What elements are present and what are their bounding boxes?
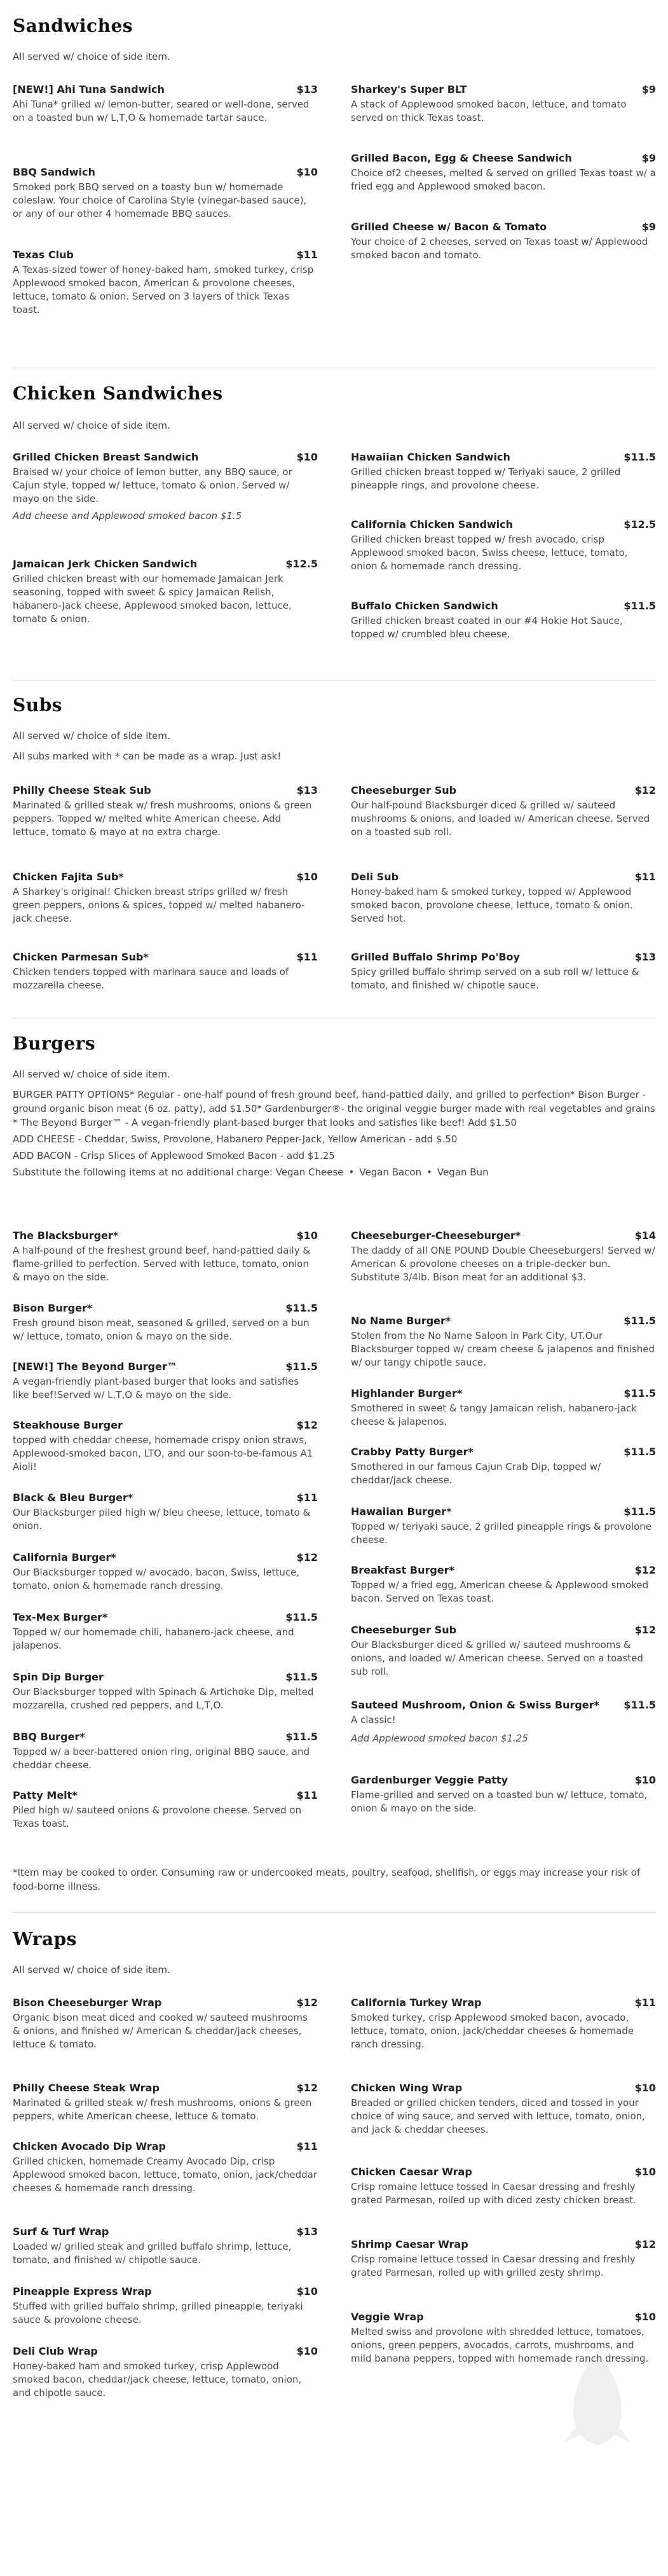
item-name: California Burger*	[13, 1551, 116, 1563]
item-description: A stack of Applewood smoked bacon, lettuce, and tomato served on thick Texas toast.	[351, 99, 627, 123]
menu-item	[351, 1563, 656, 1605]
menu-item	[351, 784, 656, 839]
item-price: $11.5	[285, 1302, 318, 1314]
menu-item	[13, 83, 318, 125]
item-description: Honey-baked ham and smoked turkey, crisp Applewood smoked bacon, cheddar/jack cheese, lettuce, tomato, onion, and chipotle sauce.	[13, 2360, 302, 2399]
item-name: Spin Dip Burger	[13, 1671, 104, 1683]
item-name: Philly Cheese Steak Wrap	[13, 2082, 160, 2094]
menu-item	[13, 1610, 318, 1652]
item-name: Breakfast Burger*	[351, 1564, 454, 1576]
item-price: $10	[634, 2082, 656, 2094]
item-price: $11.5	[624, 1387, 656, 1399]
item-description: topped with cheddar cheese, homemade crispy onion straws, Applewood-smoked bacon, LTO, and our soon-to-be-famous A1 Aioli!	[13, 1434, 313, 1472]
menu-item	[351, 1996, 656, 2051]
add-bacon-option: ADD BACON - Crisp Slices of Applewood Smoked Bacon - add $1.25	[13, 1150, 335, 1161]
item-price: $13	[296, 2226, 318, 2238]
item-price: $9	[641, 152, 656, 164]
item-name: BBQ Burger*	[13, 1731, 85, 1743]
menu-item	[13, 2081, 318, 2123]
section-chicken-sandwiches	[13, 382, 656, 433]
item-name: Shrimp Caesar Wrap	[351, 2238, 468, 2250]
item-name: Jamaican Jerk Chicken Sandwich	[13, 558, 198, 570]
item-description: A half-pound of the freshest ground beef, hand-pattied daily & flame-grilled to perfection. Served with lettuce, tomato, onion & mayo on the side.	[13, 1245, 311, 1283]
item-description: Smothered in sweet & tangy Jamaican relish, habanero-jack cheese & jalapenos.	[351, 1402, 637, 1427]
item-description: Braised w/ your choice of lemon butter, any BBQ sauce, or Cajun style, topped w/ lettuce, tomato & onion. Served w/ mayo on the side.	[13, 466, 292, 504]
item-price: $12	[296, 1997, 318, 2009]
item-name: Sauteed Mushroom, Onion & Swiss Burger*	[351, 1699, 599, 1711]
item-name: Pineapple Express Wrap	[13, 2285, 152, 2297]
item-price: $10	[296, 166, 318, 178]
item-price: $11.5	[285, 1731, 318, 1743]
item-price: $11.5	[624, 1446, 656, 1458]
item-name: Steakhouse Burger	[13, 1419, 123, 1431]
menu-item	[351, 450, 656, 492]
item-price: $10	[634, 1774, 656, 1786]
vegan-substitutions	[13, 1165, 656, 1179]
item-price: $9	[641, 221, 656, 233]
item-price: $12	[634, 784, 656, 796]
menu-item	[351, 1314, 656, 1369]
wrap-option-note: All subs marked with * can be made as a wrap. Just ask!	[13, 751, 282, 762]
menu-item	[13, 2225, 318, 2267]
item-price: $11.5	[285, 1361, 318, 1373]
bullet-separator: •	[426, 1167, 432, 1178]
burger-patty-options: BURGER PATTY OPTIONS* Regular - one-half pound of fresh ground beef, hand-pattied daily, and grilled to perfection* Bison Burger - ground organic bison meat (6 oz. patty), add $1.50* Gardenburger®- the original veggie burger made with real vegetables and grains * The Beyond Burger™ - A vegan-friendly plant-based burger that looks and satisfies like beef! Add $1.50	[13, 1089, 655, 1128]
menu-item	[13, 2140, 318, 2195]
item-name: Surf & Turf Wrap	[13, 2226, 109, 2238]
item-name: Grilled Bacon, Egg & Cheese Sandwich	[351, 152, 572, 164]
menu-item	[13, 1301, 318, 1343]
menu-item	[13, 1491, 318, 1533]
item-description: Flame-grilled and served on a toasted bun w/ lettuce, tomato, onion & mayo on the side.	[351, 1789, 648, 1814]
item-name: Highlander Burger*	[351, 1387, 463, 1399]
item-name: Grilled Chicken Breast Sandwich	[13, 451, 199, 463]
item-name: The Blacksburger*	[13, 1229, 119, 1242]
item-description: Loaded w/ grilled steak and grilled buffalo shrimp, lettuce, tomato, and finished w/ chipotle sauce.	[13, 2241, 292, 2266]
item-price: $10	[296, 2345, 318, 2357]
menu-item	[13, 870, 318, 925]
item-price: $11	[634, 1997, 656, 2009]
item-description: Topped w/ a fried egg, American cheese & Applewood smoked bacon. Served on Texas toast.	[351, 1579, 649, 1604]
item-description: A classic!	[351, 1714, 396, 1726]
item-price: $11	[296, 2140, 318, 2152]
section-subs	[13, 693, 656, 763]
menu-item	[351, 2238, 656, 2280]
side-item-note: All served w/ choice of side item.	[13, 420, 170, 431]
item-price: $12	[296, 1551, 318, 1563]
item-description: Piled high w/ sauteed onions & provolone cheese. Served on Texas toast.	[13, 1804, 302, 1829]
menu-item	[351, 950, 656, 992]
item-description: Your choice of 2 cheeses, served on Texas toast w/ Applewood smoked bacon and tomato.	[351, 236, 648, 261]
side-item-note: All served w/ choice of side item.	[13, 51, 170, 62]
item-description: Grilled chicken breast topped w/ fresh avocado, crisp Applewood smoked bacon, Swiss cheese, lettuce, tomato, onion & homemade ranch dressing.	[351, 534, 628, 572]
item-description: Crisp romaine lettuce tossed in Caesar dressing and freshly grated Parmesan, rolled up with grilled zesty shrimp.	[351, 2254, 636, 2278]
item-price: $11	[296, 1492, 318, 1504]
item-description: Smothered in our famous Cajun Crab Dip, topped w/ cheddar/jack cheese.	[351, 1461, 601, 1486]
item-price: $10	[296, 871, 318, 883]
section-title-subs: Subs	[13, 695, 62, 716]
item-name: Chicken Parmesan Sub*	[13, 951, 149, 963]
food-safety-footnote: *Item may be cooked to order. Consuming raw or undercooked meats, poultry, seafood, shellfish, or eggs may increase your risk of food-borne illness.	[13, 1867, 641, 1892]
item-description: Ahi Tuna* grilled w/ lemon-butter, seared or well-done, served on a toasted bun w/ L,T,O & homemade tartar sauce.	[13, 99, 310, 123]
item-description: Grilled chicken breast with our homemade Jamaican Jerk seasoning, topped with sweet & spicy Jamaican Relish, habanero-Jack cheese, Applewood smoked bacon, lettuce, tomato & onion.	[13, 573, 292, 625]
item-name: Sharkey's Super BLT	[351, 83, 467, 95]
item-description: Fresh ground bison meat, seasoned & grilled, served on a bun w/ lettuce, tomato, onion & mayo on the side.	[13, 1317, 310, 1342]
section-title-chicken: Chicken Sandwiches	[13, 383, 223, 404]
item-description: Chicken tenders topped with marinara sauce and loads of mozzarella cheese.	[13, 966, 289, 991]
section-wraps	[13, 1927, 656, 1977]
item-description: Smoked pork BBQ served on a toasty bun w/ homemade coleslaw. Your choice of Carolina Style (vinegar-based sauce), or any of our other 4 homemade BBQ sauces.	[13, 181, 307, 219]
menu-item	[351, 151, 656, 193]
item-price: $11	[296, 1789, 318, 1801]
menu-item	[351, 1229, 656, 1284]
item-name: California Chicken Sandwich	[351, 518, 514, 530]
item-name: California Turkey Wrap	[351, 1997, 482, 2009]
side-item-note: All served w/ choice of side item.	[13, 730, 170, 742]
item-description: Organic bison meat diced and cooked w/ sauteed mushrooms & onions, and finished w/ American & cheddar/jack cheeses, lettuce & tomato.	[13, 2012, 308, 2050]
menu-item	[351, 2081, 656, 2136]
section-sandwiches	[13, 14, 656, 64]
item-price: $11.5	[624, 1699, 656, 1711]
item-name: Tex-Mex Burger*	[13, 1611, 108, 1623]
item-price: $10	[296, 2285, 318, 2297]
item-description: Marinated & grilled steak w/ fresh mushrooms, onions & green peppers. Topped w/ melted white American cheese. Add lettuce, tomato & mayo at no extra charge.	[13, 800, 312, 838]
item-name: Bison Burger*	[13, 1302, 93, 1314]
menu-item	[13, 1730, 318, 1772]
item-description: A Texas-sized tower of honey-baked ham, smoked turkey, crisp Applewood smoked bacon, American & provolone cheeses, lettuce, tomato & onion. Served on 3 layers of thick Texas toast.	[13, 264, 314, 315]
menu-item	[351, 1773, 656, 1815]
item-name: BBQ Sandwich	[13, 166, 95, 178]
menu-item	[351, 2165, 656, 2207]
item-name: Patty Melt*	[13, 1789, 78, 1801]
menu-item	[13, 1789, 318, 1831]
item-name: Grilled Cheese w/ Bacon & Tomato	[351, 221, 547, 233]
item-price: $13	[296, 83, 318, 95]
item-name: Gardenburger Veggie Patty	[351, 1774, 508, 1786]
bullet-separator: •	[348, 1167, 355, 1178]
menu-item	[13, 450, 318, 523]
item-name: Texas Club	[13, 249, 74, 261]
item-description: Topped w/ a beer-battered onion ring, original BBQ sauce, and cheddar cheese.	[13, 1746, 310, 1771]
item-price: $13	[634, 951, 656, 963]
menu-item	[13, 1360, 318, 1402]
item-description: Topped w/ our homemade chili, habanero-jack cheese, and jalapenos.	[13, 1626, 294, 1651]
menu-item	[13, 1418, 318, 1474]
item-price: $10	[296, 1229, 318, 1242]
item-price: $12.5	[285, 558, 318, 570]
item-price: $10	[634, 2166, 656, 2178]
item-price: $11	[634, 871, 656, 883]
item-description: Our half-pound Blacksburger diced & grilled w/ sauteed mushrooms & onions, and loaded w/ American cheese. Served on a toasted sub roll.	[351, 800, 650, 838]
item-name: [NEW!] Ahi Tuna Sandwich	[13, 83, 165, 95]
item-price: $12	[296, 2082, 318, 2094]
menu-item	[351, 1698, 656, 1745]
item-name: Deli Club Wrap	[13, 2345, 98, 2357]
item-description: Grilled chicken breast topped w/ Teriyaki sauce, 2 grilled pineapple rings, and provolone cheese.	[351, 466, 621, 491]
item-description: Stuffed with grilled buffalo shrimp, grilled pineapple, teriyaki sauce & provolone cheese.	[13, 2301, 303, 2325]
burgers-footnote-area	[13, 1856, 656, 1903]
menu-item	[13, 248, 318, 317]
item-name: Chicken Wing Wrap	[351, 2082, 463, 2094]
item-description: Topped w/ teriyaki sauce, 2 grilled pineapple rings & provolone cheese.	[351, 1521, 652, 1546]
item-price: $12	[634, 1624, 656, 1636]
item-description: Breaded or grilled chicken tenders, diced and tossed in your choice of wing sauce, and served with lettuce, tomato, onion, and jack & cheddar cheeses.	[351, 2097, 645, 2135]
item-name: Buffalo Chicken Sandwich	[351, 600, 498, 612]
item-price: $12	[634, 2238, 656, 2250]
section-burgers	[13, 1032, 656, 1179]
menu-item	[351, 220, 656, 262]
menu-item	[13, 165, 318, 221]
item-name: Hawaiian Chicken Sandwich	[351, 451, 510, 463]
item-name: Grilled Buffalo Shrimp Po'Boy	[351, 951, 520, 963]
menu-item	[351, 1387, 656, 1429]
item-description: The daddy of all ONE POUND Double Cheeseburgers! Served w/ American & provolone cheeses on a triple-decker bun. Substitute 3/4lb. Bison meat for an additional $3.	[351, 1245, 655, 1283]
item-price: $11.5	[624, 1315, 656, 1327]
item-price: $10	[296, 451, 318, 463]
item-description: A vegan-friendly plant-based burger that looks and satisfies like beef!Served w/ L,T,O & mayo on the side.	[13, 1376, 299, 1401]
item-description: Grilled chicken breast coated in our #4 Hokie Hot Sauce, topped w/ crumbled bleu cheese.	[351, 615, 623, 640]
side-item-note: All served w/ choice of side item.	[13, 1964, 170, 1976]
vegan-bacon-label: Vegan Bacon	[359, 1167, 422, 1178]
item-price: $11.5	[285, 1611, 318, 1623]
menu-item	[13, 1229, 318, 1284]
item-name: Cheeseburger-Cheeseburger*	[351, 1229, 521, 1242]
item-description: Melted swiss and provolone with shredded lettuce, tomatoes, onions, green peppers, avocados, carrots, mushrooms, and mild banana peppers, topped with homemade ranch dressing.	[351, 2326, 649, 2364]
menu-item	[13, 1670, 318, 1712]
menu-item	[351, 1623, 656, 1679]
item-price: $11	[296, 951, 318, 963]
item-price: $12	[634, 1564, 656, 1576]
item-price: $9	[641, 83, 656, 95]
menu-item	[13, 1996, 318, 2051]
menu-item	[13, 2344, 318, 2400]
item-description: A Sharkey's original! Chicken breast strips grilled w/ fresh green peppers, onions & spices, topped w/ melted habanero-jack cheese.	[13, 886, 305, 924]
item-name: Hawaiian Burger*	[351, 1506, 452, 1518]
menu-item	[351, 518, 656, 573]
item-name: Deli Sub	[351, 871, 399, 883]
item-description: Spicy grilled buffalo shrimp served on a sub roll w/ lettuce & tomato, and finished w/ chipotle sauce.	[351, 966, 639, 991]
shark-mascot-watermark-icon	[559, 2347, 636, 2449]
item-price: $12	[296, 1419, 318, 1431]
item-name: Black & Bleu Burger*	[13, 1492, 133, 1504]
add-cheese-option: ADD CHEESE - Cheddar, Swiss, Provolone, Habanero Pepper-Jack, Yellow American - add $.50	[13, 1133, 458, 1145]
item-price: $11.5	[624, 451, 656, 463]
item-name: Crabby Patty Burger*	[351, 1446, 474, 1458]
menu-item	[351, 870, 656, 925]
menu-item	[351, 599, 656, 641]
item-name: Chicken Avocado Dip Wrap	[13, 2140, 166, 2152]
section-title-wraps: Wraps	[13, 1929, 77, 1949]
section-divider	[13, 1912, 656, 1913]
item-price: $14	[634, 1229, 656, 1242]
item-description: Our Blacksburger topped w/ avocado, bacon, Swiss, lettuce, tomato, onion & homemade ranch dressing.	[13, 1567, 300, 1591]
item-addon: Add cheese and Applewood smoked bacon $1.5	[13, 510, 242, 522]
item-price: $11.5	[624, 1506, 656, 1518]
item-description: Grilled chicken, homemade Creamy Avocado Dip, crisp Applewood smoked bacon, lettuce, tomato, onion, jack/cheddar cheeses & homemade ranch dressing.	[13, 2156, 318, 2194]
item-name: Cheeseburger Sub	[351, 1624, 457, 1636]
item-name: Bison Cheeseburger Wrap	[13, 1997, 162, 2009]
item-description: Choice of2 cheeses, melted & served on grilled Texas toast w/ a fried egg and Applewood smoked bacon.	[351, 167, 656, 192]
item-addon: Add Applewood smoked bacon $1.25	[351, 1733, 528, 1744]
item-name: Chicken Fajita Sub*	[13, 871, 124, 883]
side-item-note: All served w/ choice of side item.	[13, 1069, 170, 1080]
item-price: $12.5	[624, 518, 656, 530]
menu-item	[13, 557, 318, 626]
item-description: Stolen from the No Name Saloon in Park City, UT.Our Blacksburger topped w/ cream cheese & jalapenos and finished w/ our tangy chipotle sauce.	[351, 1330, 655, 1368]
item-description: Honey-baked ham & smoked turkey, topped w/ Applewood smoked bacon, provolone cheese, lettuce, tomato & onion. Served hot.	[351, 886, 633, 924]
section-title-burgers: Burgers	[13, 1033, 96, 1054]
item-name: Cheeseburger Sub	[351, 784, 457, 796]
item-price: $11	[296, 249, 318, 261]
item-description: Crisp romaine lettuce tossed in Caesar dressing and freshly grated Parmesan, rolled up with diced zesty chicken breast.	[351, 2181, 636, 2206]
item-description: Our Blacksburger piled high w/ bleu cheese, lettuce, tomato & onion.	[13, 1507, 311, 1532]
item-price: $11.5	[285, 1671, 318, 1683]
item-name: Veggie Wrap	[351, 2311, 424, 2323]
item-name: No Name Burger*	[351, 1315, 451, 1327]
item-description: Our Blacksburger diced & grilled w/ sauteed mushrooms & onions, and loaded w/ American cheese. Served on a toasted sub roll.	[351, 1639, 643, 1677]
substitute-label: Substitute the following items at no additional charge: Vegan Cheese	[13, 1167, 344, 1178]
item-price: $10	[634, 2311, 656, 2323]
menu-item	[13, 1551, 318, 1593]
menu-item	[351, 1445, 656, 1487]
menu-item	[13, 950, 318, 992]
vegan-bun-label: Vegan Bun	[437, 1167, 489, 1178]
item-name: Philly Cheese Steak Sub	[13, 784, 151, 796]
item-name: Chicken Caesar Wrap	[351, 2166, 472, 2178]
menu-item	[13, 784, 318, 839]
item-price: $11.5	[624, 600, 656, 612]
item-name: [NEW!] The Beyond Burger™	[13, 1361, 177, 1373]
menu-item	[351, 1505, 656, 1547]
item-description: Smoked turkey, crisp Applewood smoked bacon, avocado, lettuce, tomato, onion, jack/cheddar cheeses & homemade ranch dressing.	[351, 2012, 634, 2050]
item-description: Our Blacksburger topped with Spinach & Artichoke Dip, melted mozzarella, crushed red peppers, and L,T,O.	[13, 1686, 314, 1711]
menu-item	[351, 83, 656, 125]
item-description: Marinated & grilled steak w/ fresh mushrooms, onions & green peppers, white American cheese, lettuce & tomato.	[13, 2097, 312, 2122]
section-title-sandwiches: Sandwiches	[13, 15, 133, 36]
menu-item	[13, 2285, 318, 2327]
item-price: $13	[296, 784, 318, 796]
